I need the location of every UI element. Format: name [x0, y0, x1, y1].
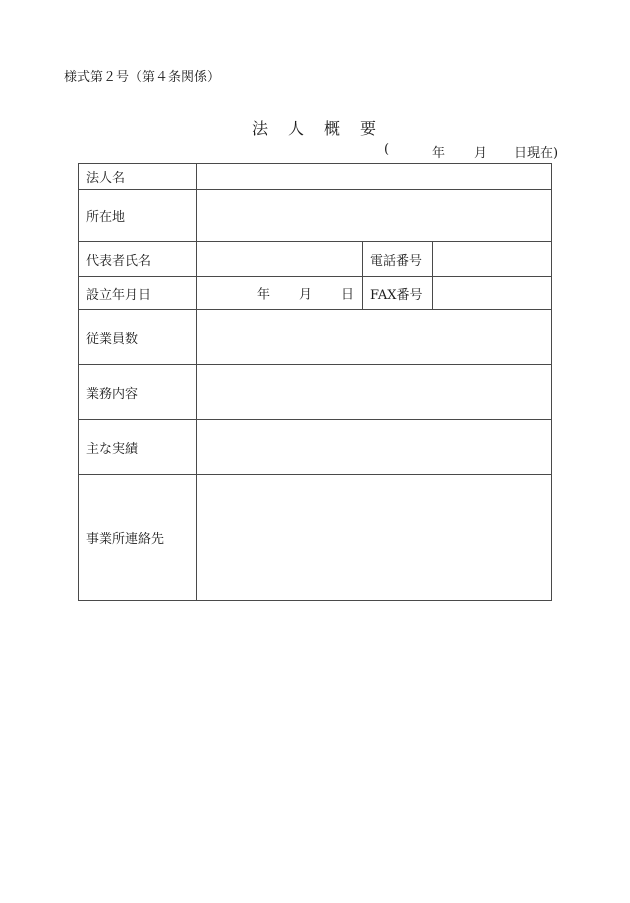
fax-label: FAX番号: [363, 277, 433, 310]
table-row-representative: [79, 242, 552, 277]
date-open-paren: (: [384, 142, 390, 157]
corp-name-value[interactable]: [197, 164, 552, 190]
achievements-value[interactable]: [197, 420, 552, 475]
office-contact-label: 事業所連絡先: [79, 475, 197, 601]
table-row-business: [79, 365, 552, 420]
employees-label: 従業員数: [79, 310, 197, 365]
established-day: 日: [341, 287, 355, 303]
table-row-employees: [79, 310, 552, 365]
address-label: 所在地: [79, 190, 197, 242]
established-label: 設立年月日: [79, 277, 197, 310]
date-year: 年: [432, 146, 446, 161]
achievements-label: 主な実績: [79, 420, 197, 475]
established-year: 年: [257, 287, 271, 303]
employees-value[interactable]: [197, 310, 552, 365]
corporate-summary-table: [78, 163, 552, 601]
date-month: 月: [474, 146, 488, 161]
representative-label: 代表者氏名: [79, 242, 197, 277]
form-number: 様式第２号（第４条関係）: [64, 70, 221, 85]
established-date-value[interactable]: [197, 277, 363, 310]
phone-value[interactable]: [433, 242, 552, 277]
business-label: 業務内容: [79, 365, 197, 420]
office-contact-value[interactable]: [197, 475, 552, 601]
representative-value[interactable]: [197, 242, 363, 277]
table-row-established: [79, 277, 552, 310]
fax-value[interactable]: [433, 277, 552, 310]
document-title: 法 人 概 要: [251, 119, 378, 138]
address-value[interactable]: [197, 190, 552, 242]
table-row-corp-name: [79, 164, 552, 190]
date-day-status: 日現在): [514, 146, 559, 161]
phone-label: 電話番号: [363, 242, 433, 277]
table-row-address: [79, 190, 552, 242]
established-month: 月: [299, 287, 313, 303]
corp-name-label: 法人名: [79, 164, 197, 190]
as-of-date-line: [384, 142, 564, 161]
table-row-office-contact: [79, 475, 552, 601]
business-value[interactable]: [197, 365, 552, 420]
table-row-achievements: [79, 420, 552, 475]
